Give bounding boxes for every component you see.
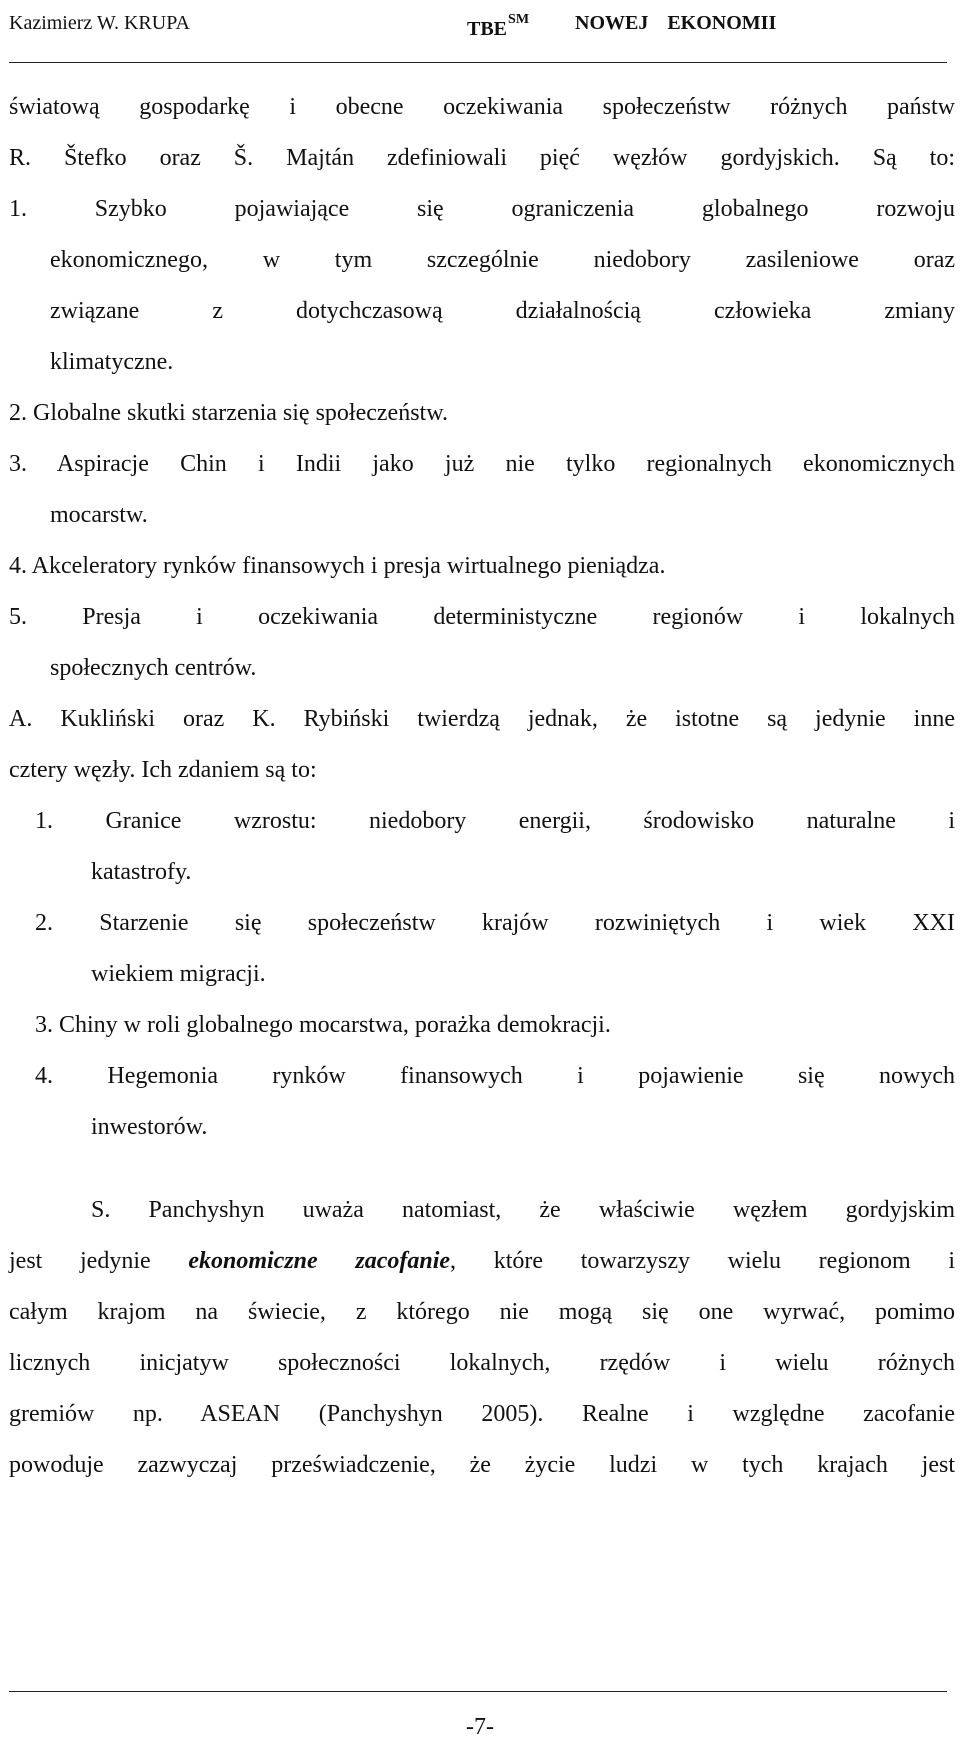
paragraph-gap bbox=[9, 1153, 955, 1185]
list1-item-5-line-2: społecznych centrów. bbox=[50, 655, 257, 681]
list1-item-1-line-1: 1. Szybko pojawiające się ograniczenia globalnego rozwoju bbox=[9, 196, 955, 222]
panchyshyn-line-6: powoduje zazwyczaj przeświadczenie, że życie ludzi w tych krajach jest bbox=[9, 1452, 955, 1478]
footer-rule bbox=[9, 1691, 947, 1692]
page-header bbox=[9, 8, 949, 48]
header-sm-superscript: SM bbox=[508, 12, 530, 27]
panchyshyn-line-1: S. Panchyshyn uważa natomiast, że właściwie węzłem gordyjskim bbox=[91, 1197, 955, 1223]
panchyshyn-line-5: gremiów np. ASEAN (Panchyshyn 2005). Realne i względne zacofanie bbox=[9, 1401, 955, 1427]
list2-item-2-line-1: 2. Starzenie się społeczeństw krajów rozwiniętych i wiek XXI bbox=[35, 910, 955, 936]
list1-item-2: 2. Globalne skutki starzenia się społeczeństw. bbox=[9, 400, 448, 426]
header-publication: NOWEJ EKONOMII bbox=[575, 12, 777, 34]
panchyshyn-line-2 bbox=[9, 1236, 955, 1287]
panchyshyn-line-2-pre: jest jedynie bbox=[9, 1248, 189, 1274]
list1-item-4: 4. Akceleratory rynków finansowych i presja wirtualnego pieniądza. bbox=[9, 553, 666, 579]
page-number: -7- bbox=[466, 1714, 494, 1740]
list2-item-1-line-1: 1. Granice wzrostu: niedobory energii, środowisko naturalne i bbox=[35, 808, 955, 834]
panchyshyn-line-4: licznych inicjatyw społeczności lokalnych, rzędów i wielu różnych bbox=[9, 1350, 955, 1376]
header-tbe bbox=[467, 12, 529, 41]
knots-list-2 bbox=[9, 796, 955, 1153]
list1-item-3-line-1: 3. Aspiracje Chin i Indii jako już nie tylko regionalnych ekonomicznych bbox=[9, 451, 955, 477]
header-rule bbox=[9, 62, 947, 63]
knots-list-1 bbox=[9, 184, 955, 694]
list2-item-1-line-2: katastrofy. bbox=[91, 859, 192, 885]
panchyshyn-line-3: całym krajom na świecie, z którego nie mogą się one wyrwać, pomimo bbox=[9, 1299, 955, 1325]
panchyshyn-line-2-post: , które towarzyszy wielu regionom i bbox=[450, 1248, 956, 1274]
list2-item-4-line-2: inwestorów. bbox=[91, 1114, 208, 1140]
list1-item-3-line-2: mocarstw. bbox=[50, 502, 148, 528]
header-tbe-text: TBE bbox=[467, 18, 508, 40]
list1-item-5-line-1: 5. Presja i oczekiwania deterministyczne regionów i lokalnych bbox=[9, 604, 955, 630]
list1-item-1-line-2: ekonomicznego, w tym szczególnie niedobory zasileniowe oraz bbox=[50, 247, 955, 273]
intro-line-1: światową gospodarkę i obecne oczekiwania społeczeństw różnych państw bbox=[9, 94, 955, 120]
list1-item-1-line-3: związane z dotychczasową działalnością człowieka zmiany bbox=[50, 298, 955, 324]
header-author: Kazimierz W. KRUPA bbox=[9, 12, 190, 34]
list2-item-4-line-1: 4. Hegemonia rynków finansowych i pojawienie się nowych bbox=[35, 1063, 955, 1089]
kuklinski-line-2: cztery węzły. Ich zdaniem są to: bbox=[9, 757, 317, 783]
document-body bbox=[9, 82, 955, 1491]
list1-item-1-line-4: klimatyczne. bbox=[50, 349, 174, 375]
intro-line-2: R. Štefko oraz Š. Majtán zdefiniowali pięć węzłów gordyjskich. Są to: bbox=[9, 145, 955, 171]
kuklinski-line-1: A. Kukliński oraz K. Rybiński twierdzą jednak, że istotne są jedynie inne bbox=[9, 706, 955, 732]
list2-item-2-line-2: wiekiem migracji. bbox=[91, 961, 266, 987]
list2-item-3: 3. Chiny w roli globalnego mocarstwa, porażka demokracji. bbox=[35, 1012, 611, 1038]
emphasis-economic-backwardness: ekonomiczne zacofanie bbox=[188, 1248, 451, 1274]
